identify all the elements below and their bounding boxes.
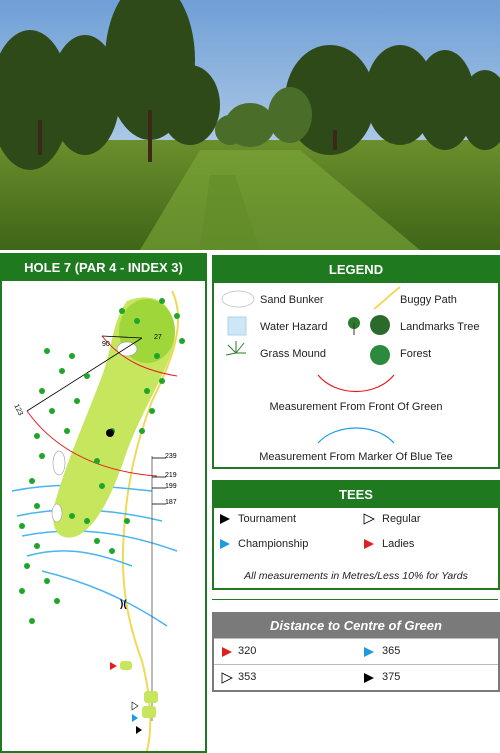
tee-ladies: Ladies [382, 538, 415, 550]
regular-icon [220, 672, 234, 684]
label-199: 199 [165, 483, 177, 490]
legend-forest: Forest [400, 348, 432, 360]
label-239: 239 [165, 453, 177, 460]
landmarks-tree-icon [348, 315, 390, 335]
distance-tournament: 375 [382, 671, 401, 683]
measurement-note: All measurements in Metres/Less 10% for Yards [244, 570, 468, 582]
hole-map-panel [0, 253, 207, 753]
bridge-icon: )( [120, 599, 127, 610]
grass-mound-icon [226, 341, 246, 355]
legend-title: LEGEND [214, 257, 498, 283]
tournament-icon [220, 514, 230, 524]
label-187: 187 [165, 499, 177, 506]
label-27: 27 [154, 334, 162, 341]
tee-regular: Regular [382, 513, 421, 525]
water-hazard-icon [228, 317, 246, 335]
tees-panel [212, 480, 500, 590]
legend-water-hazard: Water Hazard [260, 321, 328, 333]
distance-title: Distance to Centre of Green [214, 614, 498, 638]
regular-icon [364, 514, 374, 524]
legend-landmarks-tree: Landmarks Tree [400, 321, 480, 333]
tee-tournament: Tournament [238, 513, 297, 525]
legend-grass-mound: Grass Mound [260, 348, 327, 360]
distance-ladies: 320 [238, 645, 257, 657]
tees-title: TEES [214, 482, 498, 508]
label-123: 123 [12, 403, 24, 417]
blue-tee-icon [318, 428, 394, 443]
tee-championship: Championship [238, 538, 309, 550]
sand-bunker-icon [222, 291, 254, 307]
hole-map [2, 281, 205, 751]
distance-regular: 353 [238, 671, 257, 683]
distance-panel [212, 612, 500, 692]
championship-icon [362, 646, 376, 658]
legend-front-of-green: Measurement From Front Of Green [269, 401, 443, 413]
tournament-icon [362, 672, 376, 684]
legend-symbols [214, 283, 498, 467]
legend-sand-bunker: Sand Bunker [260, 294, 324, 306]
legend-blue-tee: Measurement From Marker Of Blue Tee [259, 451, 453, 463]
label-219: 219 [165, 472, 177, 479]
forest-icon [370, 345, 390, 365]
course-photo [0, 0, 500, 250]
legend-panel [212, 255, 500, 469]
distance-championship: 365 [382, 645, 401, 657]
label-90: 90 [102, 341, 110, 348]
front-of-green-icon [318, 375, 394, 392]
ladies-icon [364, 539, 374, 549]
regular-tee-marker [132, 702, 138, 710]
divider [212, 599, 498, 600]
legend-buggy-path: Buggy Path [400, 294, 457, 306]
tournament-tee-marker [136, 726, 142, 734]
ladies-tee-marker [110, 662, 117, 670]
hole-title: HOLE 7 (PAR 4 - INDEX 3) [2, 255, 205, 281]
buggy-path-icon [374, 287, 400, 309]
ladies-icon [220, 646, 234, 658]
championship-tee-marker [132, 714, 138, 722]
championship-icon [220, 539, 230, 549]
